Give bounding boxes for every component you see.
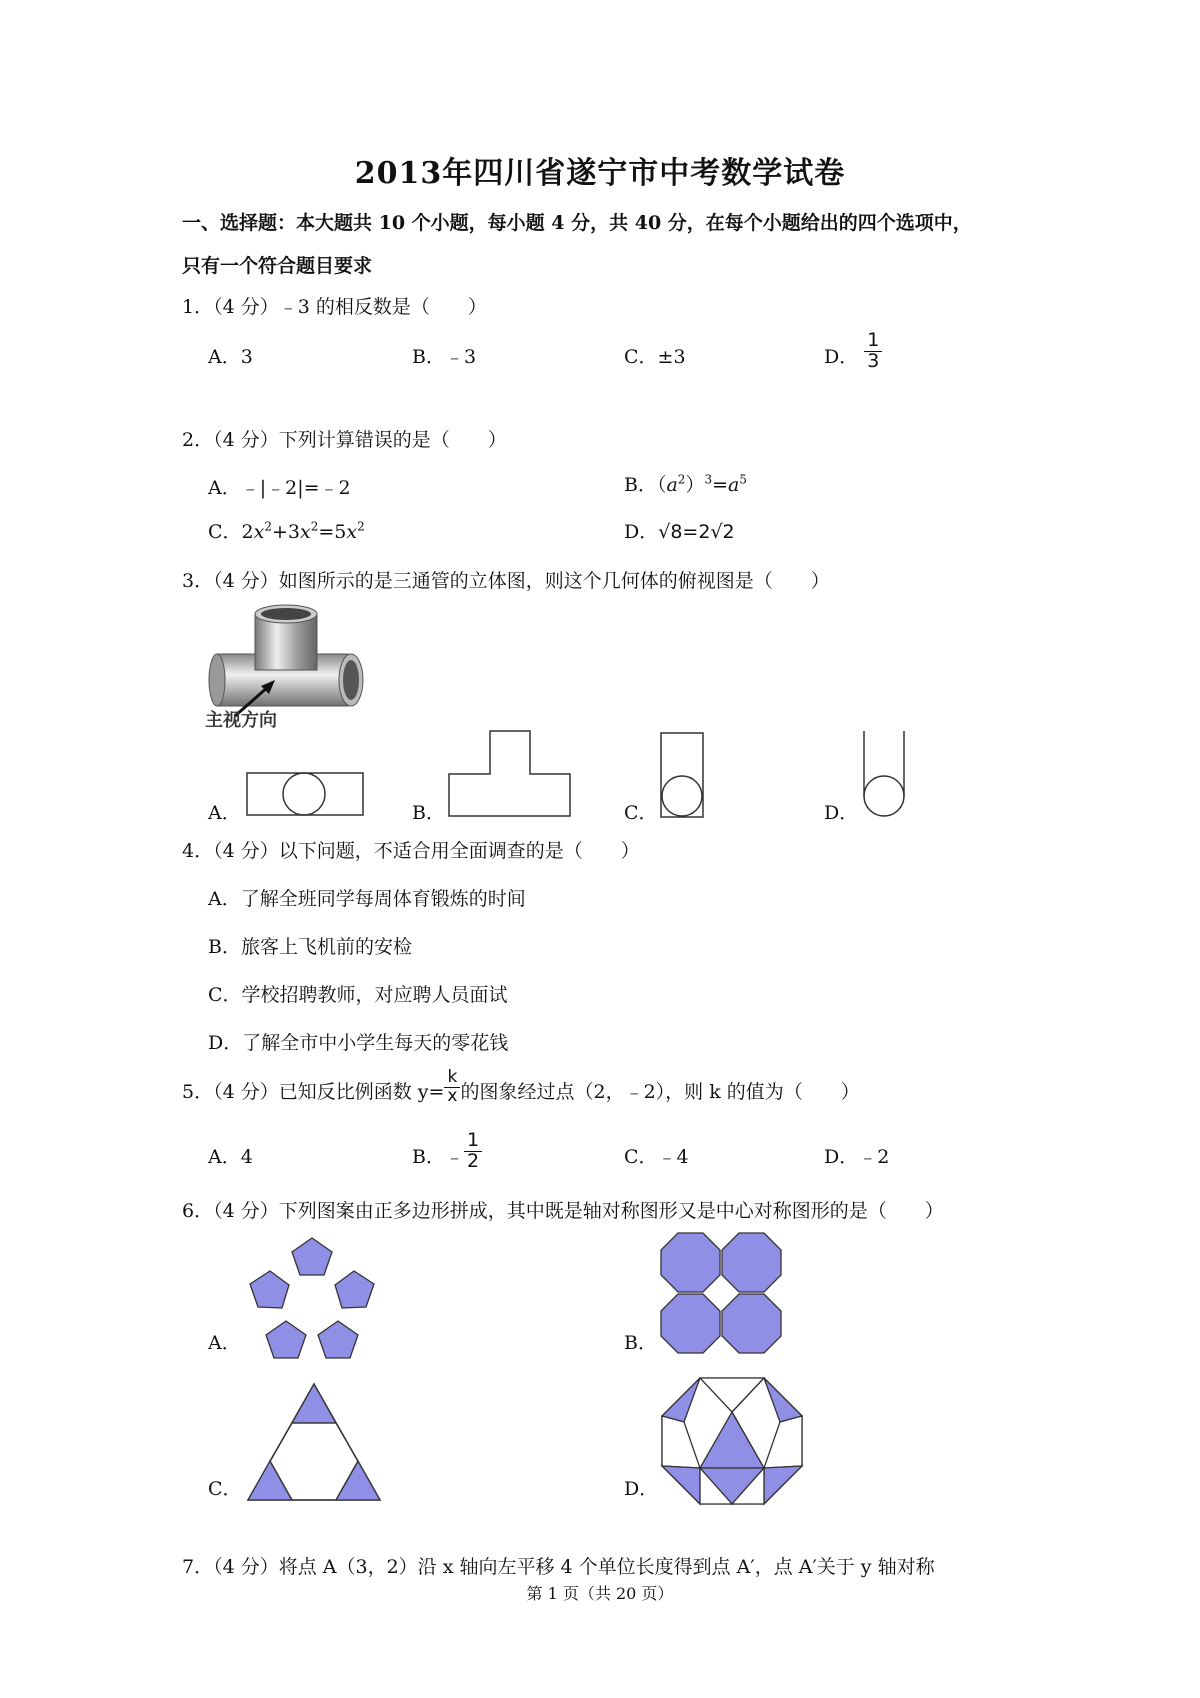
q5-option-b-label: B．﹣ [412, 1146, 464, 1168]
q4-option-c: C．学校招聘教师，对应聘人员面试 [208, 984, 508, 1006]
q1-option-b: B．﹣3 [412, 346, 477, 368]
section-heading-line1: 一、选择题：本大题共 10 个小题，每小题 4 分，共 40 分，在每个小题给出的四个选项中， [182, 212, 972, 234]
fraction-numerator: 1 [864, 331, 882, 352]
q5-option-b-fraction [464, 1128, 482, 1172]
q2-option-c: C．$2x^2+3x^2=5x^2$ [208, 519, 365, 543]
q2-option-a: A．﹣|﹣2|=﹣2 [208, 477, 351, 499]
q6-option-c-figure [246, 1382, 382, 1502]
q3-option-a-label: A． [208, 802, 241, 824]
fraction-denominator: 3 [867, 349, 880, 372]
q3-option-b-label: B． [412, 802, 445, 824]
q3-option-a-figure [246, 772, 366, 816]
fraction-numerator: k [444, 1069, 460, 1088]
q2-option-d: D．√8=2√2 [624, 521, 735, 543]
q1-option-d-label: D． [824, 346, 859, 368]
photo-caption: 主视方向 [205, 710, 277, 731]
page-footer: 第 1 页（共 20 页） [526, 1584, 674, 1603]
q4-option-b: B．旅客上飞机前的安检 [208, 936, 412, 958]
q3-option-d-label: D． [824, 802, 859, 824]
q6-option-c-label: C． [208, 1478, 242, 1500]
fraction-denominator: 2 [466, 1149, 480, 1172]
q1-option-c: C．±3 [624, 346, 686, 368]
q2-stem: 2．（4 分）下列计算错误的是（ ） [182, 429, 507, 451]
q5-stem-post: 的图象经过点（2，﹣2），则 k 的值为（ ） [460, 1081, 860, 1103]
fraction-numerator: 1 [464, 1131, 482, 1152]
section-heading-line2: 只有一个符合题目要求 [182, 255, 373, 277]
q4-option-a: A．了解全班同学每周体育锻炼的时间 [208, 888, 526, 910]
q6-option-b-figure [660, 1232, 782, 1354]
q4-option-d: D．了解全市中小学生每天的零花钱 [208, 1032, 509, 1054]
q5-option-c: C．﹣4 [624, 1146, 689, 1168]
q5-stem-pre: 5．（4 分）已知反比例函数 y= [182, 1081, 445, 1103]
q1-option-d [824, 328, 882, 372]
q6-option-d-label: D． [624, 1478, 659, 1500]
q6-option-d-figure [660, 1376, 804, 1506]
q3-option-d-figure [862, 730, 908, 820]
q1-stem: 1．（4 分）﹣3 的相反数是（ ） [182, 296, 487, 318]
q6-option-a-label: A． [208, 1332, 241, 1354]
q6-stem: 6．（4 分）下列图案由正多边形拼成，其中既是轴对称图形又是中心对称图形的是（ ） [182, 1200, 944, 1222]
q5-stem [182, 1066, 860, 1106]
q3-option-b-figure [448, 730, 572, 818]
q5-fraction [444, 1066, 460, 1106]
q1-option-d-fraction [864, 328, 882, 372]
q5-option-a: A．4 [208, 1146, 253, 1168]
q1-option-a: A．3 [208, 346, 253, 368]
q6-option-a-figure [244, 1236, 380, 1360]
q3-option-c-label: C． [624, 802, 658, 824]
q6-option-b-label: B． [624, 1332, 657, 1354]
fraction-denominator: x [447, 1085, 458, 1106]
q3-stem: 3．（4 分）如图所示的是三通管的立体图，则这个几何体的俯视图是（ ） [182, 570, 830, 592]
q4-stem: 4．（4 分）以下问题，不适合用全面调查的是（ ） [182, 840, 640, 862]
q3-option-c-figure [660, 732, 704, 818]
q5-option-b [412, 1128, 482, 1172]
q5-option-d: D．﹣2 [824, 1146, 890, 1168]
q7-stem: 7．（4 分）将点 A（3，2）沿 x 轴向左平移 4 个单位长度得到点 A′，点 A′关于 y 轴对称 [182, 1556, 935, 1578]
page-title: 2013年四川省遂宁市中考数学试卷 [354, 156, 846, 191]
q2-option-b: B．$(a^2)^3=a^5$ [624, 472, 747, 496]
